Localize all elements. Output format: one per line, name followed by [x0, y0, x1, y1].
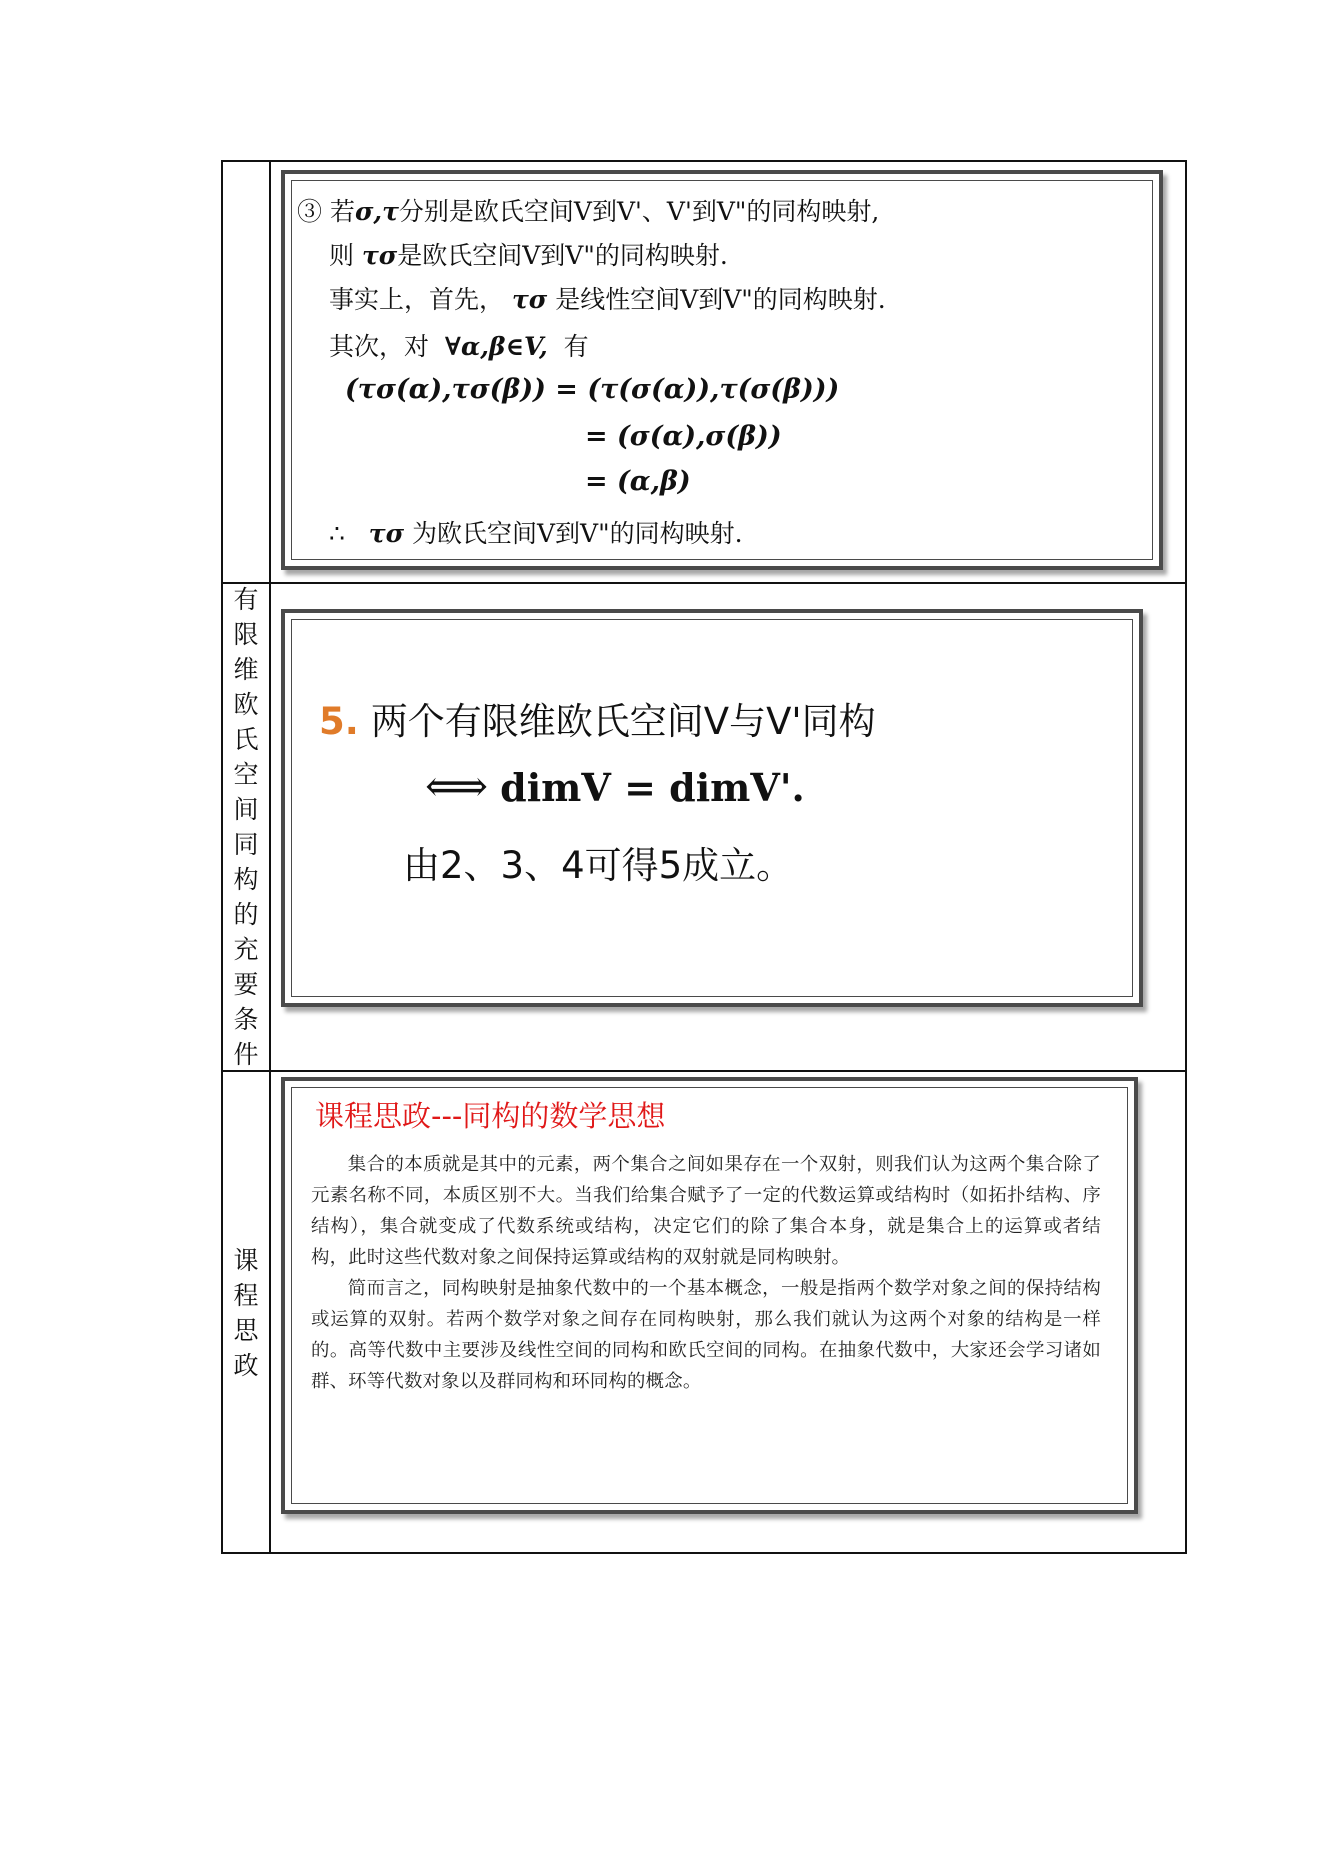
slide1-line4-text: 其次，对 — [329, 332, 430, 361]
row-divider-1 — [223, 582, 1185, 584]
side-label-char: 要 — [233, 970, 259, 999]
slide1-equation-1: (τσ(α),τσ(β)) = (τ(σ(α)),τ(σ(β))) — [345, 374, 840, 405]
side-label-char: 有 — [233, 585, 259, 614]
slide1-line3-var: τσ — [511, 285, 548, 314]
row-divider-2 — [223, 1070, 1185, 1072]
slide1-line4-end: 有 — [563, 332, 589, 361]
slide3-body — [311, 1149, 1101, 1397]
side-label-char: 程 — [233, 1281, 259, 1310]
side-label-char: 的 — [233, 900, 259, 929]
slide1-line2 — [329, 236, 728, 272]
side-label-char: 充 — [233, 935, 259, 964]
side-label-char: 限 — [233, 620, 259, 649]
slide1-line2-text: 是欧氏空间V到V"的同构映射. — [397, 241, 728, 270]
side-label-char: 构 — [233, 865, 259, 894]
slide1-equation-2: = (σ(α),σ(β)) — [585, 421, 782, 452]
side-label-char: 欧 — [233, 690, 259, 719]
side-label-char: 条 — [233, 1005, 259, 1034]
theorem-statement: 两个有限维欧氏空间V与V'同构 — [370, 700, 876, 743]
side-label-char: 件 — [233, 1040, 259, 1069]
slide1-conclusion-text: 为欧氏空间V到V"的同构映射. — [411, 519, 743, 548]
row-label-course-ideology — [223, 1072, 269, 1554]
slide1-conclusion-var: τσ — [368, 519, 405, 548]
slide2-title — [319, 691, 876, 745]
slide1-equation-3: = (α,β) — [585, 466, 691, 497]
slide1-line1-vars: σ,τ — [354, 197, 399, 226]
slide2-note: 由2、3、4可得5成立。 — [403, 844, 794, 887]
slide3-heading: 课程思政---同构的数学思想 — [315, 1099, 666, 1133]
slide1-line1 — [297, 192, 879, 228]
dimension-equality: dimV = dimV'. — [500, 765, 805, 810]
side-label-char: 思 — [233, 1316, 259, 1345]
row-label-finite-dim-isomorphism — [223, 584, 269, 1070]
slide1-conclusion — [329, 514, 743, 550]
slide3-paragraph-1: 集合的本质就是其中的元素，两个集合之间如果存在一个双射，则我们认为这两个集合除了元素名称不同，本质区别不大。当我们给集合赋予了一定的代数运算或结构时（如拓扑结构、序结构），集合就变成了代数系统或结构，决定它们的除了集合本身，就是集合上的运算或者结构，此时这些代数对象之间保持运算或结构的双射就是同构映射。 — [311, 1154, 1101, 1268]
slide1-line3-text: 是线性空间V到V"的同构映射. — [555, 285, 886, 314]
slide1-line1-text: 分别是欧氏空间V到V'、V'到V"的同构映射, — [398, 197, 880, 226]
side-label-char: 同 — [233, 830, 259, 859]
slide1-line2-prefix: 则 — [329, 241, 355, 270]
side-label-char: 维 — [233, 655, 259, 684]
slide-theorem-5 — [281, 609, 1143, 1007]
side-label-char: 空 — [233, 760, 259, 789]
slide1-line3-prefix: 事实上，首先， — [329, 285, 505, 314]
iff-arrow-icon: ⟺ — [425, 761, 489, 812]
slide1-line4-math: ∀α,β∈V, — [444, 332, 548, 361]
side-label-char: 课 — [233, 1246, 259, 1275]
therefore-symbol: ∴ — [329, 519, 345, 548]
side-label-char: 间 — [233, 795, 259, 824]
slide2-equivalence — [425, 761, 805, 812]
slide-isomorphism-composition — [281, 170, 1163, 570]
slide1-line1-prefix: ③ 若 — [297, 197, 355, 226]
column-divider — [269, 162, 271, 1552]
theorem-number: 5. — [319, 700, 359, 743]
slide1-line3 — [329, 280, 886, 316]
slide1-line2-var: τσ — [361, 241, 398, 270]
slide1-line4 — [329, 327, 589, 363]
side-label-char: 政 — [233, 1351, 259, 1380]
side-label-char: 氏 — [233, 725, 259, 754]
slide3-paragraph-2: 简而言之，同构映射是抽象代数中的一个基本概念，一般是指两个数学对象之间的保持结构或运算的双射。若两个数学对象之间存在同构映射，那么我们就认为这两个对象的结构是一样的。高等代数中主要涉及线性空间的同构和欧氏空间的同构。在抽象代数中，大家还会学习诸如群、环等代数对象以及群同构和环同构的概念。 — [311, 1278, 1101, 1392]
slide-course-ideology — [281, 1077, 1138, 1514]
